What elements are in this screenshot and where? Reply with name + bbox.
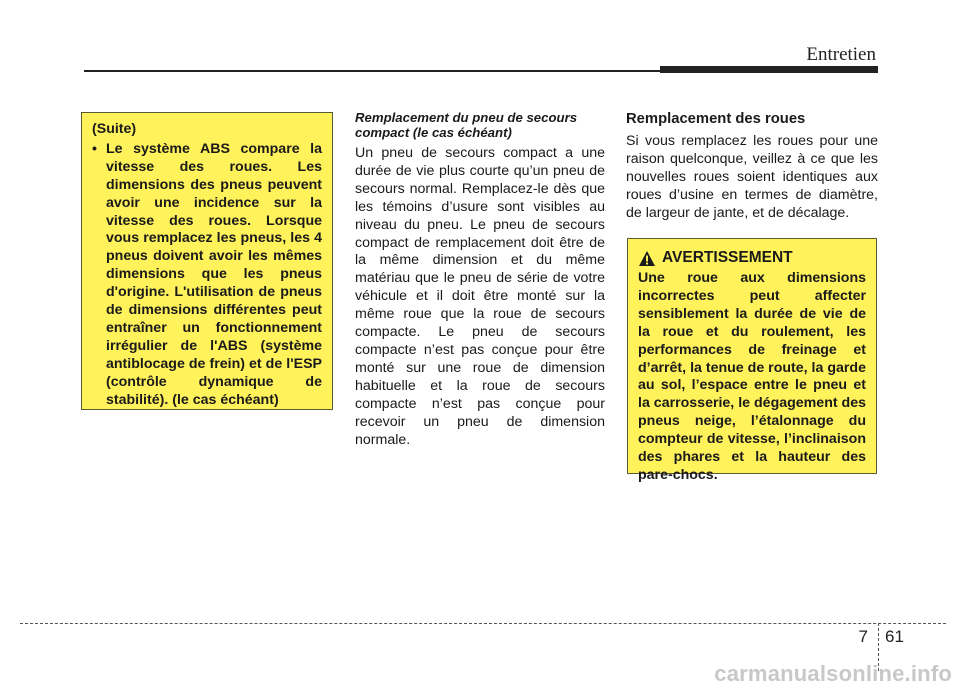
middle-column [355, 111, 605, 449]
spare-tire-paragraph: Un pneu de secours compact a une durée de vie plus courte qu’un pneu de secours normal. Remplacez-le dès que les témoins d’usure sont visibles au niveau du pneu. Le pneu de secours compact de remplacement doit être de la même dimension et du même matériau que le pneu de série de votre véhicule et il doit être monté sur la même roue que la roue de secours compacte. Le pneu de secours compacte n’est pas conçue pour être monté sur une roue de dimension habituelle et la roue de secours compacte n’est pas conçue pour recevoir un pneu de dimension normale. [355, 145, 605, 448]
suite-bullet-item [92, 141, 322, 410]
wheel-replacement-paragraph: Si vous remplacez les roues pour une raison quelconque, veillez à ce que les nouvelles roues soient identiques aux roues d’usine en termes de diamètre, de largeur de jante, et de décalage. [626, 132, 878, 221]
warning-box [627, 238, 877, 483]
page-number: 61 [885, 627, 904, 646]
header-rule-thick [660, 66, 878, 73]
wheel-replacement-heading: Remplacement des roues [626, 111, 806, 127]
chapter-number: 7 [858, 627, 868, 646]
header-title: Entretien [806, 44, 876, 65]
footer-dashed-rule [20, 623, 946, 624]
header-rule-thin [84, 70, 664, 72]
warning-header [638, 249, 866, 267]
warning-triangle-icon [638, 250, 656, 267]
suite-bullet-text: Le système ABS compare la vitesse des roues. Les dimensions des pneus peuvent avoir une incidence sur la vitesse des roues. Lorsque vous remplacez les pneus, les 4 pneus doivent avoir les mêmes dimensions que les pneus d'origine. L'utilisation de pneus de dimensions différentes peut entraîner un fonctionnement irrégulier de l'ABS (système antiblocage de frein) et de l'ESP (contrôle dynamique de stabilité). (le cas échéant) [106, 140, 322, 408]
watermark: carmanualsonline.info [714, 661, 952, 686]
right-column [626, 111, 878, 222]
warning-title: AVERTISSEMENT [662, 249, 793, 266]
suite-box [81, 112, 333, 410]
bullet-dot: • [92, 140, 97, 157]
spare-tire-subheading: Remplacement du pneu de secours compact (le cas échéant) [355, 110, 578, 140]
suite-heading: (Suite) [92, 121, 137, 137]
warning-text: Une roue aux dimensions incorrectes peut affecter sensiblement la durée de vie de la roue et du roulement, les performances de freinage et d’arrêt, la tenue de route, la garde au sol, l’espace entre le pneu et la carrosserie, le dégagement des pneus neige, l’étalonnage du compteur de vitesse, l’inclinaison des phares et la hauteur des pare-chocs. [638, 270, 866, 483]
